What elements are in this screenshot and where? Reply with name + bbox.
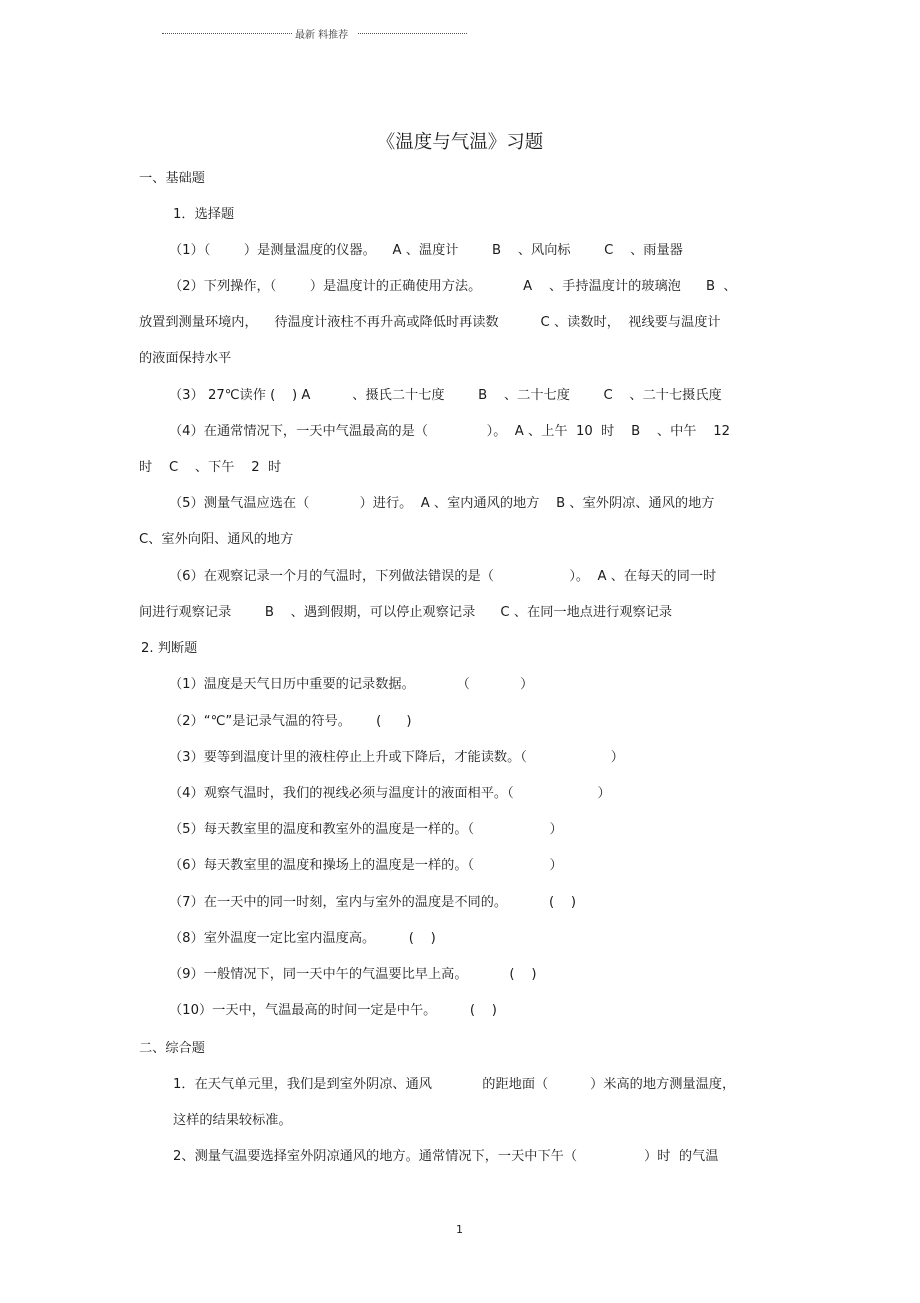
question-line: （5）测量气温应选在（ ）进行。 A 、室内通风的地方 B 、室外阴凉、通风的地方 — [169, 496, 715, 511]
question-line: 的液面保持水平 — [139, 351, 232, 366]
question-line: （2）下列操作，（ ）是温度计的正确使用方法。 A 、手持温度计的玻璃泡 B 、 — [169, 279, 737, 294]
question-line: C、室外向阳、通风的地方 — [139, 532, 294, 547]
question-line: （4）观察气温时，我们的视线必须与温度计的液面相平。（ ） — [169, 786, 611, 801]
question-line: （1）温度是天气日历中重要的记录数据。 （ ） — [169, 677, 534, 692]
question-line: 间进行观察记录 B 、遇到假期，可以停止观察记录 C 、在同一地点进行观察记录 — [139, 605, 673, 620]
question-line: 1．在天气单元里，我们是到室外阴凉、通风 的距地面（ ）米高的地方测量温度， — [173, 1077, 736, 1092]
page-header — [162, 26, 467, 40]
question-line: （2）“℃”是记录气温的符号。 ( ) — [169, 714, 412, 729]
section-heading: 二、综合题 — [139, 1041, 205, 1056]
question-line: （3） 27℃读作 ( ) A 、摄氏二十七度 B 、二十七度 C 、二十七摄氏度 — [169, 388, 722, 403]
question-line: （8）室外温度一定比室内温度高。 ( ) — [169, 931, 436, 946]
header-rule-right — [358, 33, 467, 34]
section-heading: 一、基础题 — [139, 171, 205, 186]
question-line: （4）在通常情况下，一天中气温最高的是（ ）。 A 、上午 10 时 B 、中午 12 — [169, 424, 731, 439]
question-line: 2、测量气温要选择室外阴凉通风的地方。通常情况下，一天中下午（ ）时 的气温 — [173, 1149, 719, 1164]
question-line: （9）一般情况下，同一天中午的气温要比早上高。 ( ) — [169, 967, 537, 982]
document-title: 《温度与气温》习题 — [376, 132, 544, 153]
subsection-heading: 1．选择题 — [173, 207, 235, 222]
question-line: （5）每天教室里的温度和教室外的温度是一样的。（ ） — [169, 822, 563, 837]
question-line: （3）要等到温度计里的液柱停止上升或下降后，才能读数。（ ） — [169, 750, 624, 765]
header-rule-left — [162, 33, 292, 34]
header-label: 最新 料推荐 — [295, 30, 349, 41]
page-number: 1 — [456, 1223, 463, 1236]
question-line: 时 C 、下午 2 时 — [139, 460, 282, 475]
question-line: （1）（ ）是测量温度的仪器。 A 、温度计 B 、风向标 C 、雨量器 — [169, 243, 683, 258]
question-line: （6）每天教室里的温度和操场上的温度是一样的。（ ） — [169, 858, 563, 873]
question-line: 放置到测量环境内， 待温度计液柱不再升高或降低时再读数 C 、读数时， 视线要与温度计 — [139, 315, 721, 330]
question-line: （7）在一天中的同一时刻，室内与室外的温度是不同的。 ( ) — [169, 895, 577, 910]
question-line: （10）一天中，气温最高的时间一定是中午。 ( ) — [169, 1003, 497, 1018]
question-line: 这样的结果较标准。 — [173, 1113, 292, 1128]
question-line: （6）在观察记录一个月的气温时，下列做法错误的是（ ）。 A 、在每天的同一时 — [169, 569, 717, 584]
subsection-heading: 2. 判断题 — [141, 641, 198, 656]
